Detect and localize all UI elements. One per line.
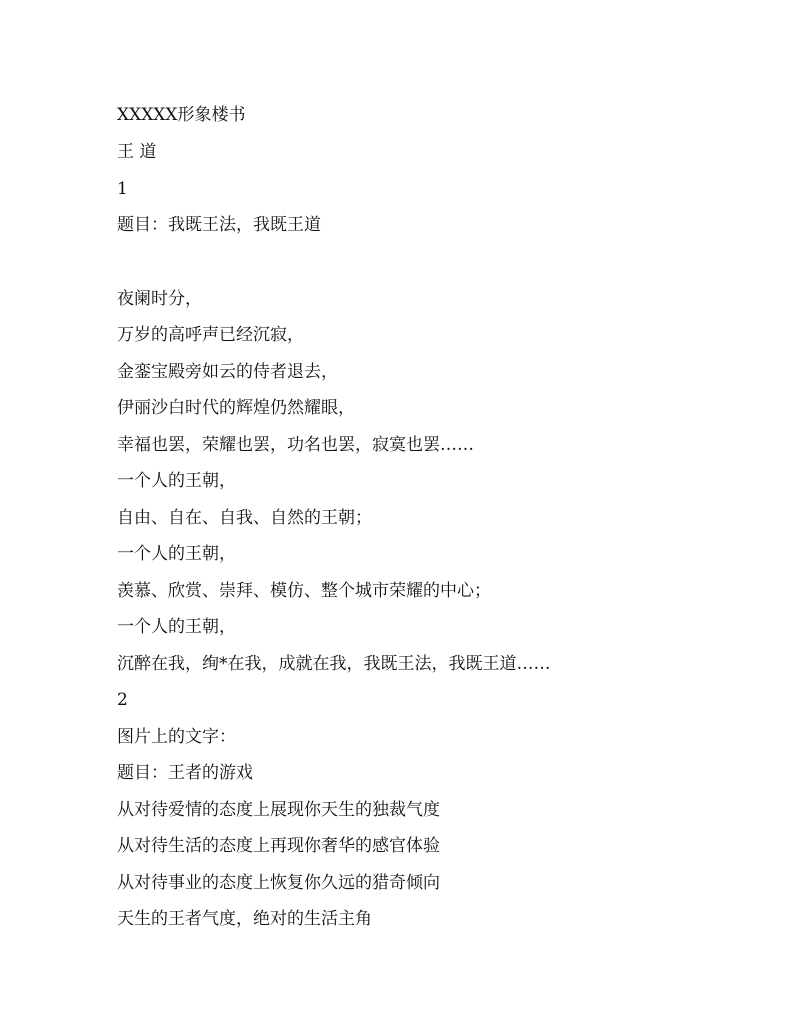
text-line: 万岁的高呼声已经沉寂， bbox=[117, 325, 304, 345]
text-line: 羡慕、欣赏、崇拜、模仿、整个城市荣耀的中心； bbox=[117, 581, 491, 601]
section-heading: 题目：我既王法，我既王道 bbox=[117, 215, 321, 235]
section-intro: 图片上的文字： bbox=[117, 727, 236, 747]
section-number: 2 bbox=[117, 690, 128, 710]
section-number: 1 bbox=[117, 179, 128, 199]
text-line: 伊丽沙白时代的辉煌仍然耀眼， bbox=[117, 398, 355, 418]
text-line: 一个人的王朝， bbox=[117, 544, 236, 564]
text-line: 从对待生活的态度上再现你奢华的感官体验 bbox=[117, 836, 440, 856]
text-line: 一个人的王朝， bbox=[117, 617, 236, 637]
text-line: 幸福也罢，荣耀也罢，功名也罢，寂寞也罢…… bbox=[117, 435, 474, 455]
document-subtitle: 王 道 bbox=[117, 142, 157, 162]
text-line: 从对待事业的态度上恢复你久远的猎奇倾向 bbox=[117, 873, 440, 893]
text-line: 自由、自在、自我、自然的王朝； bbox=[117, 508, 372, 528]
document-title: XXXXX形象楼书 bbox=[117, 105, 246, 125]
text-line: 沉醉在我，绚*在我，成就在我，我既王法，我既王道…… bbox=[117, 654, 551, 674]
text-line: 一个人的王朝， bbox=[117, 471, 236, 491]
text-line: 金銮宝殿旁如云的侍者退去， bbox=[117, 362, 338, 382]
text-line: 天生的王者气度，绝对的生活主角 bbox=[117, 909, 372, 929]
text-line: 夜阑时分， bbox=[117, 289, 202, 309]
text-line: 从对待爱情的态度上展现你天生的独裁气度 bbox=[117, 800, 440, 820]
section-heading: 题目：王者的游戏 bbox=[117, 763, 253, 783]
